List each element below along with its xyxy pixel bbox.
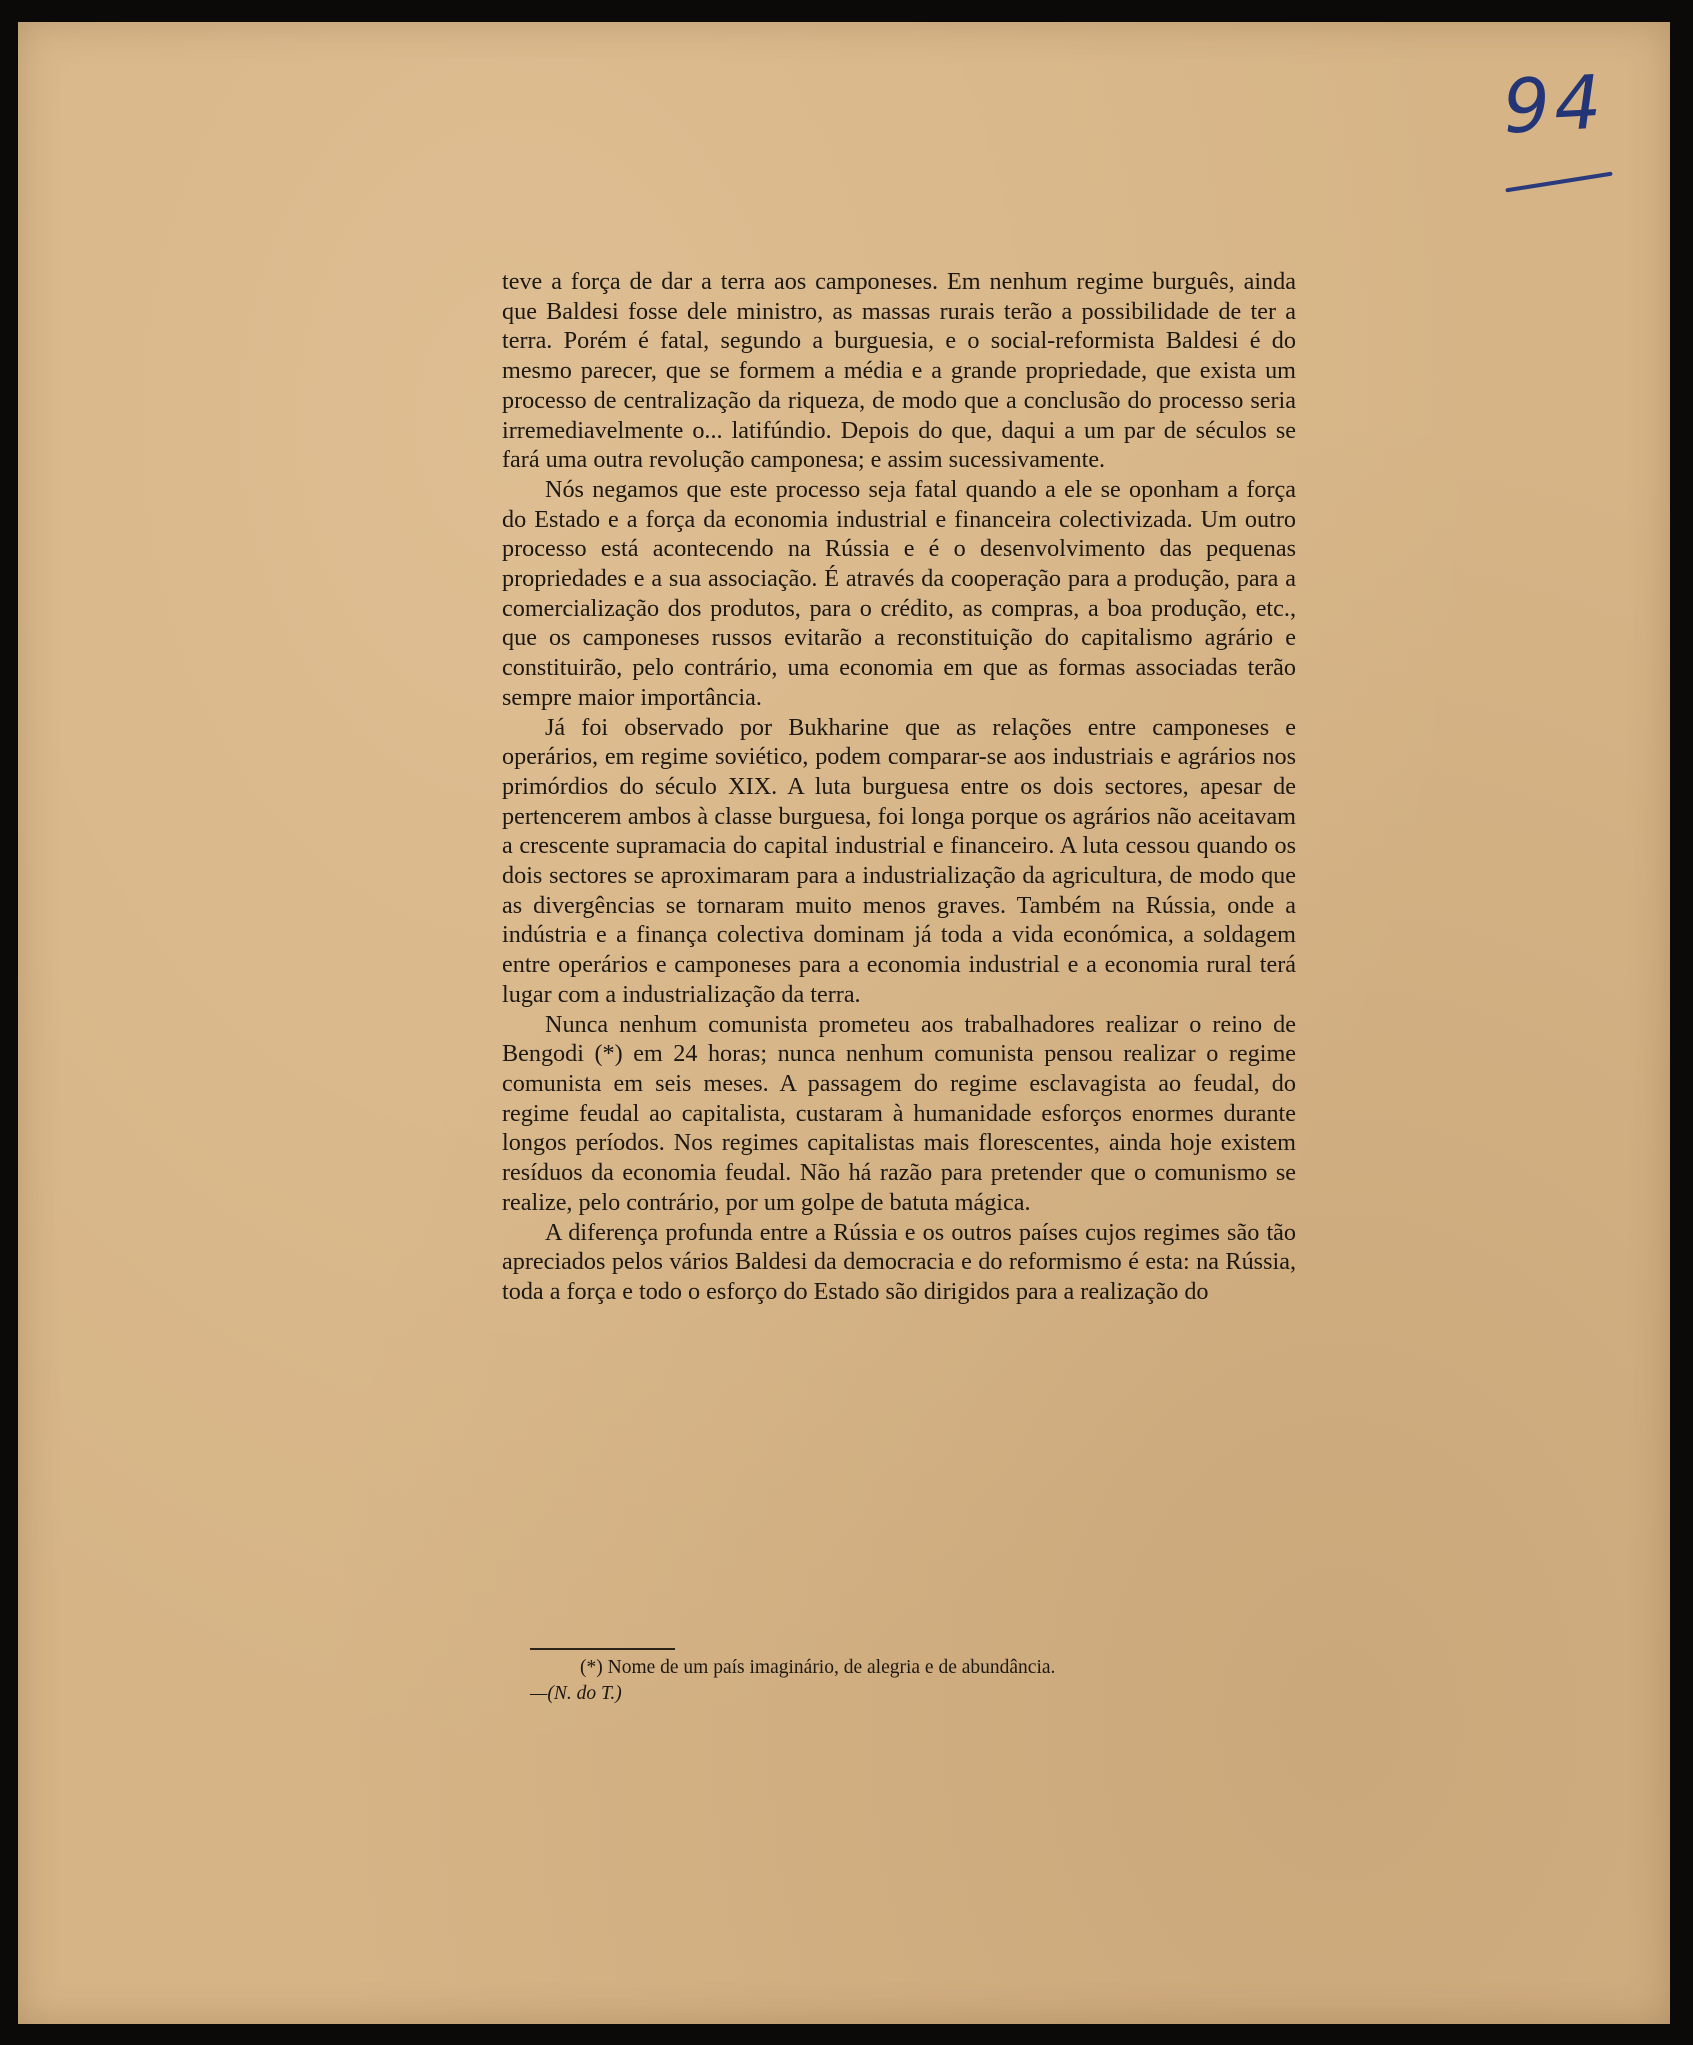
handwritten-underline: [1505, 172, 1612, 193]
document-page: [18, 22, 1670, 2024]
paragraph: A diferença profunda entre a Rússia e os outros países cujos regimes são tão apreciados pelos vários Baldesi da democracia e do reformismo é esta: na Rússia, toda a força e todo o esforço do Estado são dirigidos para a realização do: [502, 1218, 1296, 1305]
footnote: [530, 1655, 1292, 1707]
footnote-separator: [530, 1648, 675, 1650]
footnote-translator-note: —(N. do T.): [530, 1683, 622, 1704]
footnote-text: (*) Nome de um país imaginário, de alegria e de abundância.: [580, 1657, 1056, 1678]
paragraph: teve a força de dar a terra aos camponeses. Em nenhum regime burguês, ainda que Baldesi fosse dele ministro, as massas rurais terão a possibilidade de ter a terra. Porém é fatal, segundo a burguesia, e o social-reformista Baldesi é do mesmo parecer, que se formem a média e a grande propriedade, que exista um processo de centralização da riqueza, de modo que a conclusão do processo seria irremediavelmente o... latifúndio. Depois do que, daqui a um par de séculos se fará uma outra revolução camponesa; e assim sucessivamente.: [502, 268, 1296, 474]
handwritten-page-number: 94: [1500, 59, 1608, 151]
paragraph: Nunca nenhum comunista prometeu aos trabalhadores realizar o reino de Bengodi (*) em 24 horas; nunca nenhum comunista pensou realizar o regime comunista em seis meses. A passagem do regime esclavagista ao feudal, do regime feudal ao capitalista, custaram à humanidade esforços enormes durante longos períodos. Nos regimes capitalistas mais florescentes, ainda hoje existem resíduos da economia feudal. Não há razão para pretender que o comunismo se realize, pelo contrário, por um golpe de batuta mágica.: [502, 1010, 1296, 1216]
body-text: [502, 267, 1296, 1307]
paragraph: Nós negamos que este processo seja fatal quando a ele se oponham a força do Estado e a força da economia industrial e financeira colectivizada. Um outro processo está acontecendo na Rússia e é o desenvolvimento das pequenas propriedades e a sua associação. É através da cooperação para a produção, para a comercialização dos produtos, para o crédito, as compras, a boa produção, etc., que os camponeses russos evitarão a reconstituição do capitalismo agrário e constituirão, pelo contrário, uma economia em que as formas associadas terão sempre maior importância.: [502, 475, 1296, 711]
paragraph: Já foi observado por Bukharine que as relações entre camponeses e operários, em regime soviético, podem comparar-se aos industriais e agrários nos primórdios do século XIX. A luta burguesa entre os dois sectores, apesar de pertencerem ambos à classe burguesa, foi longa porque os agrários não aceitavam a crescente supramacia do capital industrial e financeiro. A luta cessou quando os dois sectores se aproximaram para a industrialização da agricultura, de modo que as divergências se tornaram muito menos graves. Também na Rússia, onde a indústria e a finança colectiva dominam já toda a vida económica, a soldagem entre operários e camponeses para a economia industrial e a economia rural terá lugar com a industrialização da terra.: [502, 713, 1296, 1008]
